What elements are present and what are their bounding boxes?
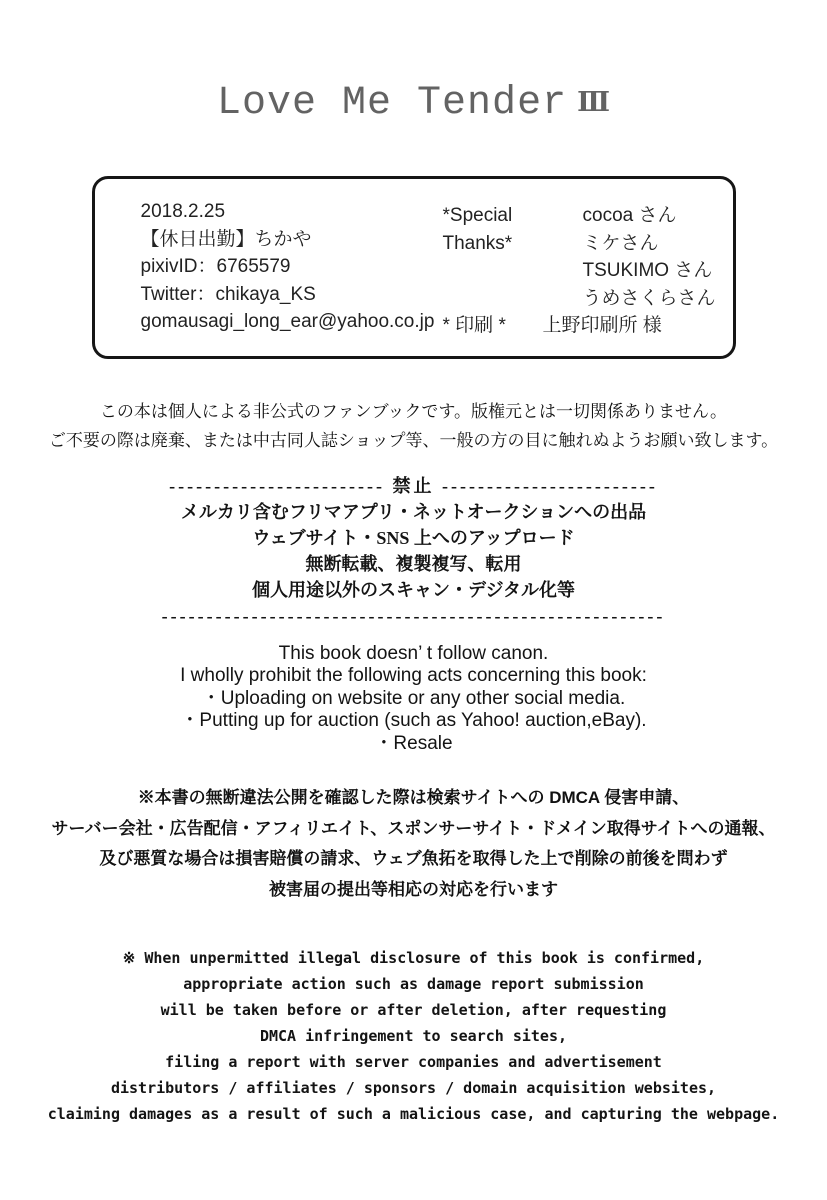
colophon-thanks-column xyxy=(443,198,733,340)
book-title-numeral: Ⅲ xyxy=(577,87,610,118)
en-dmca-line: ※ When unpermitted illegal disclosure of this book is confirmed, xyxy=(122,949,705,967)
english-notice-line: I wholly prohibit the following acts concerning this book: xyxy=(180,665,647,686)
prohibition-item: 無断転載、複製複写、転用 xyxy=(305,553,522,574)
prohibition-item: ウェブサイト・SNS 上へのアップロード xyxy=(252,527,575,548)
en-dmca-notice-block xyxy=(0,945,827,1127)
unofficial-disclaimer xyxy=(0,397,827,455)
prohibition-footer: -------------------------------------------------------- xyxy=(161,605,666,626)
twitter-handle: Twitter：chikaya_KS xyxy=(140,283,316,305)
en-dmca-line: appropriate action such as damage report submission xyxy=(183,975,644,993)
en-dmca-line: will be taken before or after deletion, after requesting xyxy=(160,1001,667,1019)
english-notice-line: ・Putting up for auction (such as Yahoo! auction,eBay). xyxy=(180,710,647,731)
en-dmca-line: filing a report with server companies and advertisement xyxy=(165,1053,662,1071)
english-notice-line: ・Resale xyxy=(374,732,453,754)
prohibition-header: ------------------------ 禁止 ------------------------ xyxy=(169,475,658,496)
printer-label: * 印刷 * xyxy=(442,315,506,336)
email-address: gomausagi_long_ear@yahoo.co.jp xyxy=(140,311,435,332)
disclaimer-line: この本は個人による非公式のファンブックです。版権元とは一切関係ありません。 xyxy=(99,401,728,421)
prohibition-block xyxy=(0,473,827,629)
thanks-name: うめさくらさん xyxy=(582,287,716,309)
special-thanks-label: *Special Thanks* xyxy=(442,205,513,254)
thanks-name: TSUKIMO さん xyxy=(582,260,713,281)
jp-dmca-line: 及び悪質な場合は損害賠償の請求、ウェブ魚拓を取得した上で削除の前後を問わず xyxy=(99,849,728,868)
jp-dmca-line: ※本書の無断違法公開を確認した際は検索サイトへの DMCA 侵害申請、 xyxy=(137,788,690,807)
release-date: 2018.2.25 xyxy=(140,201,226,222)
special-thanks-row xyxy=(443,202,733,312)
special-thanks-names xyxy=(583,202,716,312)
english-notice-block xyxy=(0,643,827,756)
thanks-name: ミケさん xyxy=(582,232,659,254)
colophon-author-column xyxy=(141,198,443,340)
printer-name: 上野印刷所 様 xyxy=(542,315,662,336)
en-dmca-line: DMCA infringement to search sites, xyxy=(259,1027,568,1045)
book-title xyxy=(0,78,827,129)
printer-row xyxy=(443,312,733,340)
circle-author: 【休日出勤】ちかや xyxy=(140,228,312,250)
jp-dmca-line: 被害届の提出等相応の対応を行います xyxy=(269,879,558,899)
disclaimer-line: ご不要の際は廃棄、または中古同人誌ショップ等、一般の方の目に触れぬようお願い致します。 xyxy=(48,430,779,450)
book-title-text: Love Me Tender xyxy=(217,81,568,126)
english-notice-line: ・Uploading on website or any other social media. xyxy=(201,687,626,709)
prohibition-item: 個人用途以外のスキャン・デジタル化等 xyxy=(252,579,575,600)
en-dmca-line: distributors / affiliates / sponsors / domain acquisition websites, xyxy=(110,1079,717,1097)
colophon-box xyxy=(92,176,736,359)
jp-dmca-notice-block xyxy=(0,783,827,905)
thanks-name: cocoa さん xyxy=(582,205,677,226)
jp-dmca-line: サーバー会社・広告配信・アフィリエイト、スポンサーサイト・ドメイン取得サイトへの通報、 xyxy=(51,818,776,838)
pixiv-id: pixivID：6765579 xyxy=(140,256,291,277)
english-notice-line: This book doesn’ t follow canon. xyxy=(278,642,549,664)
prohibition-item: メルカリ含むフリマアプリ・ネットオークションへの出品 xyxy=(180,501,647,522)
en-dmca-line: claiming damages as a result of such a malicious case, and capturing the webpage. xyxy=(47,1105,780,1123)
